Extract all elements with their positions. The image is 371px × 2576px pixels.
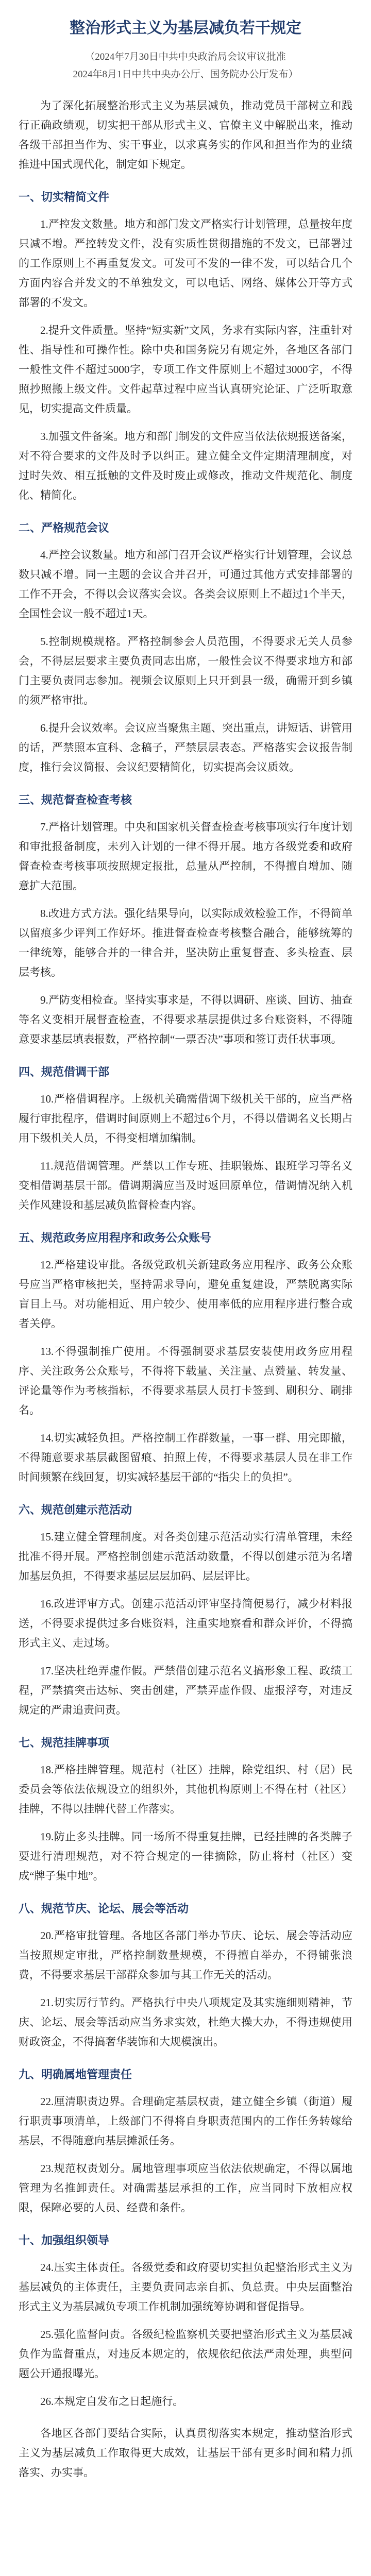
body-paragraph: 25.强化监督问责。各级纪检监察机关要把整治形式主义为基层减负作为监督重点，对违反本规定的，依规依纪依法严肃处理，典型问题公开通报曝光。	[19, 2328, 352, 2380]
body-paragraph: 21.切实厉行节约。严格执行中央八项规定及其实施细则精神，节庆、论坛、展会等活动应当务求实效，杜绝大操大办，不得违规使用财政资金，不得搞奢华装饰和大规模演出。	[19, 1996, 352, 2048]
meta-line: 2024年8月1日中共中央办公厅、国务院办公厅发布）	[73, 69, 298, 80]
body-paragraph: 12.严格建设审批。各级党政机关新建政务应用程序、政务公众账号应当严格审核把关，坚持需求导向，避免重复建设，严禁脱离实际盲目上马。对功能相近、用户较少、使用率低的应用程序进行整合或者关停。	[19, 1259, 352, 1330]
section-heading: 九、明确属地管理责任	[19, 2069, 132, 2081]
article-body	[19, 189, 352, 2411]
body-paragraph: 23.规范权责划分。属地管理事项应当依法依规确定，不得以属地管理为名推卸责任。对确需基层承担的工作，应当同时下放相应权限，保障必要的人员、经费和条件。	[19, 2162, 352, 2214]
body-paragraph: 26.本规定自发布之日起施行。	[40, 2395, 184, 2408]
body-paragraph: 5.控制规模规格。严格控制参会人员范围，不得要求无关人员参会，不得层层要求主要负责同志出席，一般性会议不得要求地方和部门主要负责同志参加。视频会议原则上只开到县一级，确需开到乡镇的须严格审批。	[19, 635, 352, 706]
body-paragraph: 7.严格计划管理。中央和国家机关督查检查考核事项实行年度计划和审批报备制度，未列入计划的一律不得开展。地方各级党委和政府督查检查考核事项按照规定报批，总量从严控制，不得擅自增加、随意扩大范围。	[19, 821, 352, 892]
body-paragraph: 6.提升会议效率。会议应当聚焦主题、突出重点，讲短话、讲管用的话，严禁照本宣科、念稿子，严禁层层表态。严格落实会议报告制度，推行会议简报、会议纪要精简化，切实提高会议质效。	[19, 722, 352, 773]
body-paragraph: 24.压实主体责任。各级党委和政府要切实担负起整治形式主义为基层减负的主体责任，主要负责同志亲自抓、负总责。中央层面整治形式主义为基层减负专项工作机制加强统筹协调和督促指导。	[19, 2261, 352, 2313]
body-paragraph: 1.严控发文数量。地方和部门发文严格实行计划管理，总量按年度只减不增。严控转发文件，没有实质性贯彻措施的不发文，已部署过的工作原则上不再重复发文。可发可不发的一律不发，可以结合几个方面内容合并发文的不单独发文，可以电话、网络、媒体公开等方式部署的不发文。	[19, 218, 352, 309]
section-heading: 二、严格规范会议	[19, 522, 110, 535]
body-paragraph: 11.规范借调管理。严禁以工作专班、挂职锻炼、跟班学习等名义变相借调基层干部。借调期满应当及时返回原单位，借调情况纳入机关作风建设和基层减负监督检查内容。	[19, 1160, 352, 1211]
body-paragraph: 3.加强文件备案。地方和部门制发的文件应当依法依规报送备案，对不符合要求的文件及时予以纠正。建立健全文件定期清理制度，对过时失效、相互抵触的文件及时废止或修改，推动文件规范化、制度化、精简化。	[19, 430, 352, 501]
article-title: 整治形式主义为基层减负若干规定	[70, 19, 301, 37]
section-heading: 三、规范督查检查考核	[19, 794, 132, 807]
section-heading: 八、规范节庆、论坛、展会等活动	[19, 1903, 189, 1916]
section-heading: 一、切实精简文件	[19, 191, 110, 204]
closing-paragraph: 各地区各部门要结合实际，认真贯彻落实本规定，推动整治形式主义为基层减负工作取得更大成效，让基层干部有更多时间和精力抓落实、办实事。	[19, 2427, 352, 2479]
body-paragraph: 10.严格借调程序。上级机关确需借调下级机关干部的，应当严格履行审批程序，借调时间原则上不超过6个月，不得以借调名义长期占用下级机关人员，不得变相增加编制。	[19, 1093, 352, 1144]
body-paragraph: 18.严格挂牌管理。规范村（社区）挂牌，除党组织、村（居）民委员会等依法依规设立的组织外，其他机构原则上不得在村（社区）挂牌，不得以挂牌代替工作落实。	[19, 1764, 352, 1815]
section-heading: 六、规范创建示范活动	[19, 1504, 132, 1517]
article-meta	[19, 49, 352, 82]
body-paragraph: 17.坚决杜绝弄虚作假。严禁借创建示范名义搞形象工程、政绩工程，严禁搞突击达标、突击创建，严禁弄虚作假、虚报浮夸，对违反规定的严肃追责问责。	[19, 1665, 352, 1716]
body-paragraph: 22.厘清职责边界。合理确定基层权责，建立健全乡镇（街道）履行职责事项清单，上级部门不得将自身职责范围内的工作任务转嫁给基层，不得随意向基层摊派任务。	[19, 2095, 352, 2147]
section-heading: 十、加强组织领导	[19, 2234, 110, 2247]
body-paragraph: 14.切实减轻负担。严格控制工作群数量，一事一群、用完即撤，不得随意要求基层截图留痕、拍照上传，不得要求基层人员在非工作时间频繁在线回复，切实减轻基层干部的“指尖上的负担”。	[19, 1432, 352, 1483]
body-paragraph: 20.严格审批管理。各地区各部门举办节庆、论坛、展会等活动应当按照规定审批，严格控制数量规模，不得擅自举办，不得铺张浪费，不得要求基层干部群众参加与其工作无关的活动。	[19, 1929, 352, 1981]
body-paragraph: 19.防止多头挂牌。同一场所不得重复挂牌，已经挂牌的各类牌子要进行清理规范，对不符合规定的一律摘除，防止将村（社区）变成“牌子集中地”。	[19, 1831, 352, 1882]
body-paragraph: 9.严防变相检查。坚持实事求是，不得以调研、座谈、回访、抽查等名义变相开展督查检查，不得要求基层提供过多台账资料，不得随意要求基层填表报数，严格控制“一票否决”事项和签订责任状事项。	[19, 994, 352, 1045]
body-paragraph: 16.改进评审方式。创建示范活动评审坚持简便易行，减少材料报送，不得要求提供过多台账资料，注重实地察看和群众评价，不得搞形式主义、走过场。	[19, 1598, 352, 1649]
section-heading: 四、规范借调干部	[19, 1066, 110, 1079]
section-heading: 七、规范挂牌事项	[19, 1737, 110, 1750]
meta-line: （2024年7月30日中共中央政治局会议审议批准	[85, 52, 286, 62]
body-paragraph: 13.不得强制推广使用。不得强制要求基层安装使用政务应用程序、关注政务公众账号，不得将下载量、关注量、点赞量、转发量、评论量等作为考核指标，不得要求基层人员打卡签到、刷积分、刷排名。	[19, 1345, 352, 1416]
body-paragraph: 8.改进方式方法。强化结果导向，以实际成效检验工作，不得简单以留痕多少评判工作好坏。推进督查检查考核整合融合，能够统筹的一律统筹，能够合并的一律合并，坚决防止重复督查、多头检查、层层考核。	[19, 907, 352, 978]
section-heading: 五、规范政务应用程序和政务公众账号	[19, 1232, 212, 1245]
body-paragraph: 2.提升文件质量。坚持“短实新”文风，务求有实际内容，注重针对性、指导性和可操作性。除中央和国务院另有规定外，各地区各部门一般性文件不超过5000字，专项工作文件原则上不超过3000字，不得照抄照搬上级文件。文件起草过程中应当认真研究论证、广泛听取意见，切实提高文件质量。	[19, 324, 352, 415]
intro-paragraph: 为了深化拓展整治形式主义为基层减负，推动党员干部树立和践行正确政绩观，切实把干部从形式主义、官僚主义中解脱出来，推动各级干部担当作为、实干事业，以求真务实的作风和担当作为的业绩推进中国式现代化，制定如下规定。	[19, 99, 352, 171]
body-paragraph: 4.严控会议数量。地方和部门召开会议严格实行计划管理，会议总数只减不增。同一主题的会议合并召开，可通过其他方式安排部署的工作不开会，不得以会议落实会议。各类会议原则上不超过1个半天，全国性会议一般不超过1天。	[19, 549, 352, 620]
body-paragraph: 15.建立健全管理制度。对各类创建示范活动实行清单管理，未经批准不得开展。严格控制创建示范活动数量，不得以创建示范为名增加基层负担，不得要求基层层层加码、层层评比。	[19, 1531, 352, 1582]
